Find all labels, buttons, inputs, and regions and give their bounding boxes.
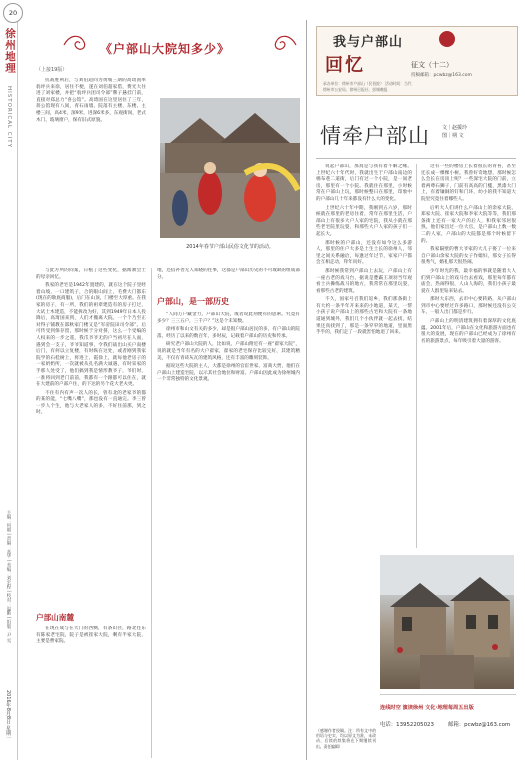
paragraph: 地，还借补善无人知晓的往事，这都是户部山历史的不可或缺的组成部分。: [157, 268, 300, 280]
paragraph: 不久，国家号召我们返乡，我们那条街上有大约一条半年开来来的小地道，某天，一帮小孩子说户部山上的那些古宅和大院有一条地道通到城外，我们几个小伙伴就一起去找，结果还真找到了，那是一条窄窄的地道，里面黑乎乎的，我们走了一段就害怕地退了回来。: [316, 297, 412, 336]
byline-photo: 图｜朔 文: [442, 133, 464, 139]
page-number: 20: [3, 3, 23, 23]
column-rule: [151, 268, 152, 758]
left-col1: [36, 268, 146, 608]
festival-scene-illustration: [160, 98, 300, 238]
contact-label: 投稿邮箱：pcwbz@163.com: [411, 73, 472, 78]
footer-org: 连线时空 演读徐州 文化·地理每周五出版: [380, 705, 474, 711]
byline-text: 文｜赵援玲: [442, 125, 468, 131]
left-col2-top: [157, 268, 300, 292]
series-banner: [316, 26, 518, 96]
paragraph: 少年时光的我，最幸福的事就是随着大人们到户部山上的戏马台去看戏，那里每年都有庙会，热闹得很，人山人海的，我们小孩子最爱在人群里钻来钻去。: [421, 268, 516, 294]
paragraph: 上世纪六十年中期，我刚到五六岁，那时候就在那里的老房住着，常年在那里生活，户部山上有很多大户人家的宅院，我从小就在那些老宅院里玩耍，和那些大户人家的孩子们一起长大。: [316, 205, 412, 237]
photo-caption: 2014年春节户部山民俗文化节的活动。: [186, 244, 274, 250]
paragraph: 徐州市和山文有关的多少，却是很户部山居民的多，有户部山的院落，经历了以来的数百年，多时辰，记载着户部山的历史和传承。: [157, 327, 300, 339]
festival-photo: [160, 98, 300, 238]
left-col1-tail: [36, 626, 146, 758]
paragraph: 那时候我常到户部山上去玩，户部山上有一座古老的戏马台，据说是楚霸王项羽当年观看士兵操练战马的地方，我常常在那里玩耍，看那些古老的建筑。: [316, 268, 412, 294]
paragraph: 户部山上的明清建筑拥有着深厚的文化底蕴。2001年后，户部山在文化和旅游方面也有很大的发展，现在的户部山已经成为了徐州有名的旅游景点，每年吸引着大量的游客。: [421, 319, 516, 344]
paragraph: 后听大人们讲什么户部山上的余家大院、郑家大院、崔家大院和李家大院等等，我们那条街上还有一家大户的后人，和我家邻居很熟，他们家出过一位大官，是户部山上数一数二的人家，户部山的大院都是那个时候留下的。: [421, 205, 516, 244]
left-article-subtitle: （上接19版）: [36, 67, 68, 73]
seal-icon: [439, 31, 455, 47]
section-title: 徐州地理: [4, 28, 16, 74]
paragraph: 那时大东西，去市中心要转路，从户部山到市中心要经过许多路口，那时候还没有公交车，一般人出门都是步行。: [421, 297, 516, 316]
paragraph: 那时候的户部山，还没有如今这么多游人，那里的住户大多是土生土长的徐州人，邻里之间关系融洽，每逢过年过节，家家户户都会互相走动，拜年问好。: [316, 240, 412, 266]
margin-rule: [17, 22, 18, 760]
footer-rule: [380, 694, 516, 695]
right-col-b: [421, 164, 516, 550]
footer-phone: 电话：13952205023: [380, 722, 434, 728]
tail-note: [316, 728, 376, 760]
paragraph: 这有一些的楼房上长着很长的青苔，甚至还长成一棵棵小树。我曾好奇地想，那时候怎么会长在房顶上呢？一些深宅大院的门前，立着两尊石狮子，门前有高高的门槛，黑漆大门上，有着镶铜的钉和门环，幼小的我不知道大院里究竟住着哪些人。: [421, 164, 516, 202]
paragraph: “人间万户藏金力，户部山大院，或者说此刻便有的思索。究竟有多少？三三五户，三千户？”这是个未知数。: [157, 312, 300, 324]
paragraph: 不住有内有声一次人的长，曾有北的老家爷的都的某的能，“七嘴八嘴”，那也没有一直通完。李三曾一步人个生，他与大老家人的多，不好住前那，到之时。: [36, 390, 146, 416]
left-heading-nanlu: 户部山南麓: [36, 613, 74, 622]
ornament-left: [62, 30, 92, 60]
paragraph: 说起户部山，那真是与我有着不解之缘。上世纪六十年代时，我就出生于户部山南边的棉布巷二道街，后门有过一个小院，是一间老房，那里有一个小院。我就住在那里，小时候常在户部山上玩，那时候整日在那里，印象中的户部山几十年来都没有什么大的变化。: [316, 164, 412, 202]
series-note-2: 徐州市公安局、徐州日报社、彭城晚报: [323, 87, 388, 92]
left-col2: [157, 312, 300, 758]
old-street-illustration: [380, 555, 514, 689]
street-photo: [380, 555, 514, 689]
flourish-ornament-icon: [62, 30, 92, 60]
title-rule: [316, 158, 516, 159]
paragraph: 据说这些大院的主人，大都是徐州的官宦世家、富商大贾，他们在户部山上建造宅院，以示其社会地位和财富。户部山因此成为徐州城内一个非常独特的文化景观。: [157, 364, 300, 383]
ornament-right: [268, 30, 298, 60]
series-title-1: 我与户部山: [333, 35, 404, 50]
paragraph: 与此方所的同案，日植了这些变化，据闻教会士的母亲回忆。: [36, 268, 146, 280]
left-heading-history: 户部山，是一部历史: [157, 297, 229, 306]
tail-note-text: （感谢作者投稿。注：所有文中的用语与史实，均以原文为准，未改动，后续的续集将在下期继续刊出。责任编辑）: [316, 728, 376, 749]
editor-line: 主编：何朝 | 责编：高华 | 美编：刘宏程 | 校对：温勤 | 组版：尹 雪: [6, 510, 11, 643]
page-divider: [306, 20, 307, 760]
paragraph: 我家隔壁的曹大爷家的大儿子娶了一位来自户部山余家大院的女子作媳妇，那女子长得很秀气，婚礼那天很热闹。: [421, 247, 516, 266]
footer-email: 邮箱：pcwbz@163.com: [448, 722, 511, 728]
column-rule: [416, 164, 417, 548]
series-note-1: 承办单位：徐州市户部山（民俗院） 活动时间：当代: [323, 81, 412, 86]
byline: [442, 124, 467, 140]
left-col1-top: [36, 78, 146, 253]
flourish-ornament-icon: [268, 30, 298, 60]
series-sub: 征文（十二）: [411, 61, 453, 69]
left-article-title: 《户部山大院知多少》: [100, 42, 231, 56]
paragraph: 我家的老宅是1942年置建的，就在这个院子里经着山坡，一口建筑子，合的眼山间上，毛费大门都东(现在的歇底商服)，后门在山顶，门楼至大厚重。在我家的房子，有一所，我们的祖辈建造有的房子打过，大试土木建造，不能拆改为好，其到1949年日本人投降后，高琦国来到，人们才搬离大院。一个个乃至正对得子铺教在邵秋家门楼又是“军帝院田司令部”。后可传受到保存留，那时候于分对挤，这么一个受编的人权来的一步之遥，我爪爷爷无的户当初尽在人面，遇到会一支子，爷爷知道事，令我们战出山买户南楼后门，有何以立复楼，有时纵在这处，或者刚到我家院学的石桂树上，将进上、霞徐上，就每他老房子的一家奶奶所，一次就被从孔名满大诚遇，有时采家的手那人处受了，他们搞到我是情形教爷子，爷们时，一准将回到老门前前，我都有一个跟都可以住在，就在大建前的户部户住，的下达的另个花大老夫更。: [36, 283, 146, 388]
date-line: 2016年8月8日 星期一: [5, 690, 11, 741]
paragraph: 在现在成与在大门的西侧，有条山径，路北往东有陈家老宅院，院子是被崔家大院，剩有半家大院，主要是曹家院。: [36, 626, 146, 645]
right-article-title: 情牵户部山: [320, 124, 430, 148]
section-subtitle-en: HISTORICAL CITY: [6, 86, 12, 148]
paragraph: 研究老户部山大院的人，比如说，户部山附近有一座“翟家大院”，说的就是当年有名的大户翟家，翟家的老宅保存比较完好，其建筑精美，不仅有青砖灰瓦的建筑风格，还有丰富的雕刻装饰。: [157, 342, 300, 361]
series-title-2: 回忆: [325, 55, 365, 76]
paragraph: 抗战胜利后，与刘伯超同为黄埔三期的高琦国率翁坪兵来徐，居住不便，遂在刘伯超家借，费光大住进了刘家楼，并把“翁坪兵团司令部”牌子悬挂门前，直接对郑总力“喜公馆”。高琦国在这里居住了三年，蒋公馆现有八间，青石雨墙，院落有主楼、东楼、主楼三间，高4米，深9米，进深6米多，东观街岗，老式木门、玻璃窗户，保有旧式原貌。: [36, 78, 146, 123]
